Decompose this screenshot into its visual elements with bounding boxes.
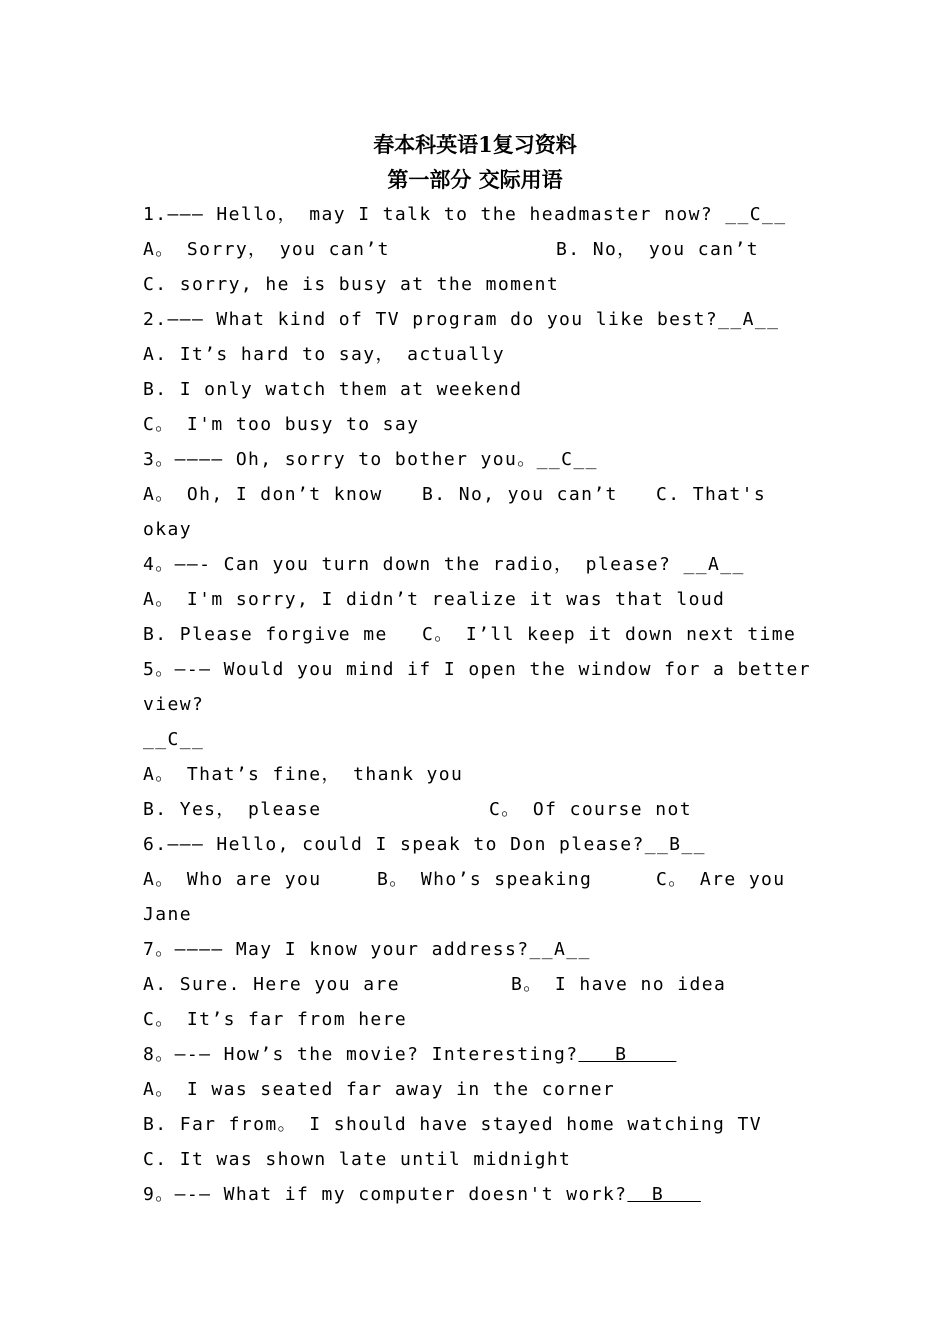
q2-option-a: A. It’s hard to say， actually: [143, 344, 506, 365]
document-title: 春本科英语1复习资料: [373, 132, 577, 157]
q6-option-b: B。 Who’s speaking: [377, 869, 593, 890]
q8-answer: B: [578, 1044, 677, 1065]
q1-option-b: B. No， you can’t: [556, 239, 759, 260]
question-9: [143, 1183, 701, 1207]
q5-option-a: A。 That’s fine， thank you: [143, 764, 464, 785]
q7-option-c: C。 It’s far from here: [143, 1009, 408, 1030]
q8-option-b: B. Far from。 I should have stayed home watching TV: [143, 1114, 763, 1135]
q7-option-a: A. Sure. Here you are: [143, 974, 400, 995]
question-3: 3。———— Oh, sorry to bother you。__C__: [143, 449, 598, 470]
q8-option-a: A。 I was seated far away in the corner: [143, 1079, 616, 1100]
question-9-text: 9。—-— What if my computer doesn't work?: [143, 1184, 628, 1205]
q5-option-c: C。 Of course not: [489, 799, 692, 820]
question-8: [143, 1043, 676, 1067]
q3-option-c-continued: okay: [143, 519, 192, 540]
q4-option-a: A。 I'm sorry, I didn’t realize it was that loud: [143, 589, 726, 610]
q7-option-b: B。 I have no idea: [511, 974, 727, 995]
q8-option-c: C. It was shown late until midnight: [143, 1149, 572, 1170]
q3-option-c: C. That's: [656, 484, 767, 505]
question-8-text: 8。—-— How’s the movie? Interesting?: [143, 1044, 579, 1065]
q6-option-c: C。 Are you: [656, 869, 786, 890]
q6-option-a: A。 Who are you: [143, 869, 322, 890]
q1-option-a: A。 Sorry， you can’t: [143, 239, 390, 260]
q3-option-b: B. No, you can’t: [422, 484, 618, 505]
q5-option-b: B. Yes， please: [143, 799, 322, 820]
question-4: 4。——- Can you turn down the radio， please? __A__: [143, 554, 745, 575]
q2-option-b: B. I only watch them at weekend: [143, 379, 523, 400]
question-2: 2.——— What kind of TV program do you like best?__A__: [143, 309, 780, 330]
q5-answer: __C__: [143, 729, 205, 750]
q3-option-a: A。 Oh, I don’t know: [143, 484, 383, 505]
question-6: 6.——— Hello, could I speak to Don please?__B__: [143, 834, 706, 855]
q4-option-b: B. Please forgive me: [143, 624, 388, 645]
q1-option-c: C. sorry, he is busy at the moment: [143, 274, 560, 295]
q4-option-c: C。 I’ll keep it down next time: [422, 624, 797, 645]
question-5: 5。—-— Would you mind if I open the window for a better: [143, 659, 811, 680]
q2-option-c: C。 I'm too busy to say: [143, 414, 420, 435]
section-title: 第一部分 交际用语: [387, 167, 563, 192]
question-7: 7。———— May I know your address?__A__: [143, 939, 591, 960]
q9-answer: B: [627, 1184, 701, 1205]
question-1: 1.——— Hello， may I talk to the headmaster now? __C__: [143, 204, 787, 225]
q6-option-c-continued: Jane: [143, 904, 192, 925]
question-5-continued: view?: [143, 694, 205, 715]
